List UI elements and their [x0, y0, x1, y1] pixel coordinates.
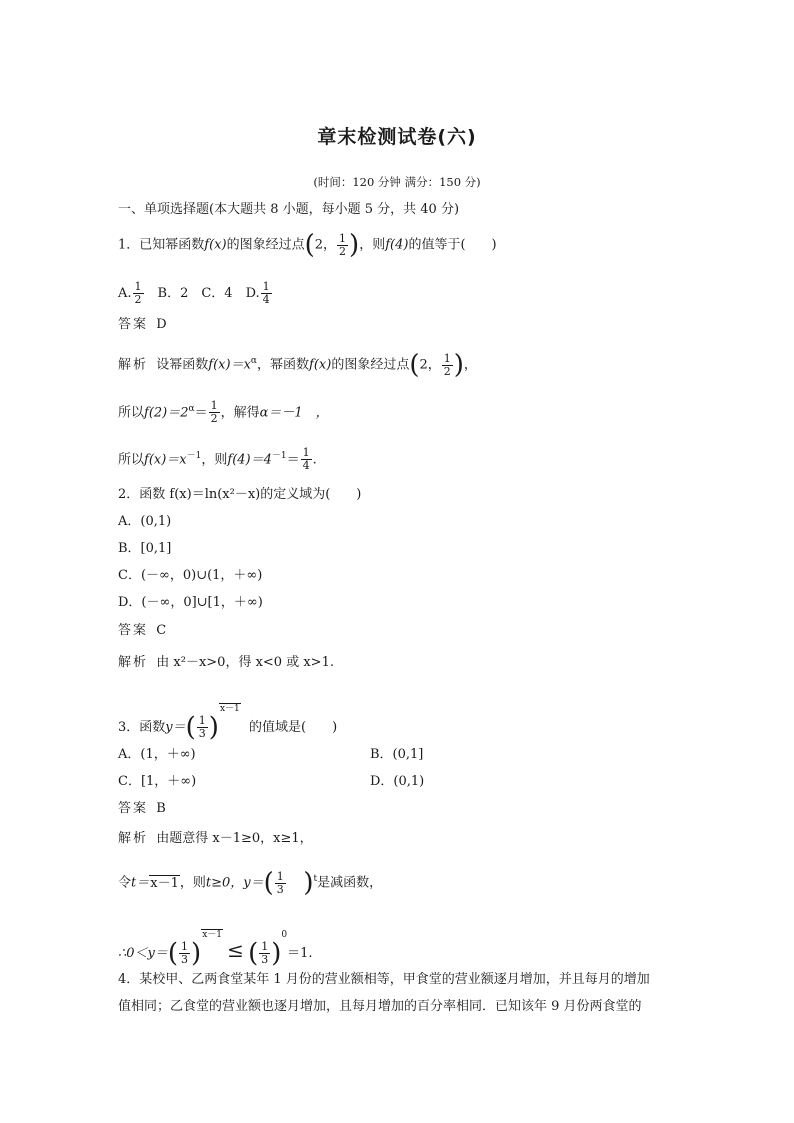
- analysis-text: ，: [463, 357, 477, 373]
- question-2-option-d: D．(－∞，0]∪[1，＋∞): [118, 595, 263, 610]
- answer-label: 答案: [118, 317, 149, 332]
- fraction: [179, 941, 190, 966]
- exam-info: (时间：120 分钟 满分：150 分): [313, 175, 481, 189]
- fraction-num: 1: [339, 231, 347, 245]
- analysis-text: 所以: [118, 405, 145, 421]
- fraction-den: 3: [198, 727, 206, 740]
- analysis-text: 设幂函数: [156, 357, 209, 373]
- math: ＝: [286, 452, 300, 468]
- question-2-analysis: [118, 654, 334, 672]
- question-3-analysis-1: [118, 830, 313, 848]
- analysis-text: 由 x²－x>0，得 x<0 或 x>1.: [156, 655, 334, 670]
- math: f(x)＝x: [208, 357, 251, 373]
- fraction-den: 4: [262, 293, 270, 306]
- analysis-text: 是减函数，: [317, 875, 383, 891]
- q1-text-c: ，则: [359, 237, 386, 253]
- answer-label: 答案: [118, 623, 149, 638]
- answer-label: 答案: [118, 801, 149, 816]
- answer-value: B: [156, 801, 166, 816]
- right-paren: ): [208, 712, 219, 743]
- question-1-analysis-1: [118, 352, 477, 378]
- q3-text-b: 的值域是( ): [249, 720, 338, 735]
- analysis-label: 解析: [118, 831, 149, 846]
- options-bcd: B．2 C．4 D.: [144, 286, 260, 301]
- q1-f4: f(4): [385, 237, 409, 253]
- math: f(x)＝x: [144, 452, 187, 468]
- sqrt-expr: x－1: [219, 704, 240, 714]
- question-3-option-a: A．(1，＋∞): [118, 747, 196, 762]
- answer-value: C: [156, 623, 167, 638]
- sqrt-expr: x－1: [202, 930, 223, 940]
- left-paren: (: [304, 230, 315, 260]
- fraction: [259, 941, 270, 966]
- left-paren: (: [167, 938, 179, 969]
- fraction: [197, 715, 208, 740]
- fraction-den: 2: [339, 244, 347, 258]
- math: f(2)＝2: [144, 405, 189, 421]
- superscript: 0: [281, 930, 288, 940]
- question-2-option-b: B．[0,1]: [118, 541, 172, 556]
- exponent: [201, 929, 223, 940]
- math: t＝: [131, 875, 150, 891]
- question-3-analysis-3: [118, 926, 313, 967]
- question-4-stem-line-1: 4．某校甲、乙两食堂某年 1 月份的营业额相等，甲食堂的营业额逐月增加，并且每月的增加: [118, 972, 650, 987]
- math: ＝1.: [287, 946, 313, 961]
- question-1-analysis-3: [118, 447, 317, 472]
- fraction-num: 1: [302, 446, 310, 460]
- math: t≥0，: [205, 875, 244, 891]
- q3-text: 3．函数: [118, 720, 166, 735]
- math: ＝: [194, 405, 208, 421]
- page-title: 章末检测试卷(六): [317, 126, 477, 148]
- analysis-text: ，幂函数: [257, 357, 310, 373]
- math: f(x): [309, 357, 332, 373]
- fraction-den: 4: [302, 459, 310, 473]
- math: f(4)＝4: [227, 452, 272, 468]
- fraction-den: 2: [134, 293, 142, 306]
- math: y＝: [165, 720, 186, 735]
- fraction: [301, 447, 312, 472]
- math: 2，: [419, 357, 441, 373]
- fraction: [442, 353, 453, 378]
- fraction-num: 1: [134, 280, 142, 293]
- question-2-answer: [118, 622, 166, 640]
- fraction: [133, 281, 144, 306]
- question-3-stem: [118, 700, 337, 741]
- superscript: t: [313, 874, 318, 885]
- fraction-num: 1: [181, 940, 189, 953]
- section-heading: 一、单项选择题(本大题共 8 小题，每小题 5 分，共 40 分): [118, 202, 460, 217]
- fraction: [337, 233, 348, 258]
- right-paren: ): [191, 938, 202, 969]
- fraction-den: 3: [276, 882, 284, 896]
- analysis-text: ，解得: [220, 405, 260, 421]
- right-paren: ): [271, 938, 282, 969]
- question-1-stem: [118, 232, 497, 258]
- left-paren: (: [263, 868, 274, 898]
- question-2-stem: 2．函数 f(x)＝ln(x²－x)的定义域为( ): [118, 487, 362, 502]
- question-3-answer: [118, 800, 166, 818]
- right-paren: ): [303, 868, 314, 898]
- fraction-num: 1: [210, 399, 218, 413]
- question-3-option-c: C．[1，＋∞): [118, 774, 197, 789]
- analysis-text: ，则: [201, 452, 228, 468]
- fraction-den: 2: [443, 364, 451, 378]
- analysis-text: 所以: [118, 452, 145, 468]
- question-3-analysis-2: [118, 870, 382, 896]
- math: ≤: [227, 938, 244, 962]
- superscript: －1: [186, 451, 202, 461]
- math: α＝－1 ，: [259, 405, 329, 421]
- question-2-option-c: C．(－∞，0)∪(1，＋∞): [118, 568, 263, 583]
- question-2-option-a: A．(0,1): [118, 514, 172, 529]
- analysis-text: 令: [118, 875, 132, 891]
- analysis-text: 由题意得 x－1≥0，x≥1，: [156, 831, 313, 846]
- question-3-option-d: D．(0,1): [370, 774, 425, 789]
- analysis-text: 的图象经过点: [331, 357, 410, 373]
- q1-text-b: 的图象经过点: [226, 237, 305, 253]
- superscript: α: [188, 404, 195, 414]
- q1-point: 2，: [314, 237, 337, 253]
- question-1-analysis-2: [118, 400, 329, 425]
- option-a-label: A.: [118, 286, 132, 301]
- q1-text-d: 的值等于( ): [408, 237, 497, 253]
- q1-text: 1．已知幂函数: [118, 237, 205, 253]
- fraction-num: 1: [276, 869, 284, 883]
- fraction-den: 3: [181, 953, 189, 966]
- analysis-label: 解析: [118, 357, 149, 373]
- question-3-option-b: B．(0,1]: [370, 747, 424, 762]
- analysis-text: .: [312, 452, 317, 468]
- right-paren: ): [349, 230, 360, 260]
- left-paren: (: [185, 712, 196, 743]
- fraction-den: 2: [210, 412, 218, 426]
- superscript: α: [250, 356, 257, 367]
- analysis-text: ，则: [179, 875, 206, 891]
- fraction-num: 1: [261, 940, 269, 953]
- left-paren: (: [248, 938, 259, 969]
- right-paren: ): [453, 350, 464, 380]
- fraction: [275, 871, 286, 896]
- fraction-den: 3: [261, 953, 269, 966]
- math: y＝: [243, 875, 264, 891]
- exponent: [219, 703, 241, 714]
- fraction: [261, 281, 272, 306]
- question-4-stem-line-2: 值相同；乙食堂的营业额也逐月增加，且每月增加的百分率相同．已知该年 9 月份两食堂的: [118, 999, 642, 1014]
- fraction: [209, 400, 220, 425]
- q1-fx: f(x): [204, 237, 227, 253]
- fraction-num: 1: [443, 351, 451, 365]
- fraction-num: 1: [262, 280, 270, 293]
- answer-value: D: [156, 317, 167, 332]
- question-1-answer: [118, 316, 167, 334]
- analysis-label: 解析: [118, 655, 149, 670]
- left-paren: (: [409, 350, 420, 380]
- sqrt-expr: x－1: [150, 875, 179, 891]
- fraction-num: 1: [198, 714, 206, 727]
- math: ∴0＜y＝: [118, 946, 168, 961]
- question-1-options: [118, 281, 273, 306]
- superscript: －1: [271, 451, 287, 461]
